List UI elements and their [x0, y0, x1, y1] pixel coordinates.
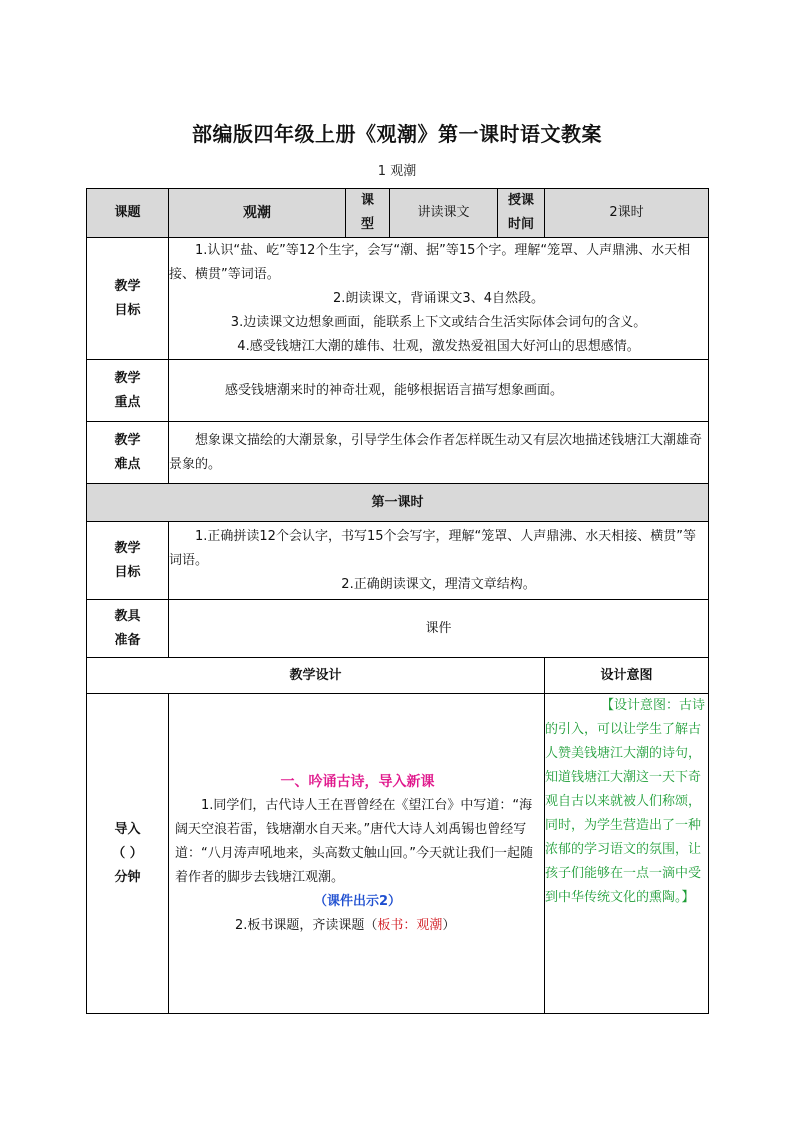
goals-label-line-1: 教学 — [114, 278, 141, 294]
lesson-goals-content — [169, 522, 709, 600]
stage-label-line-1: 导入 — [114, 821, 141, 837]
lesson-heading-row — [87, 484, 709, 522]
goals-row — [87, 238, 709, 360]
lesson-plan-table — [86, 188, 709, 1014]
intent-text: 【设计意图：古诗的引入，可以让学生了解古人赞美钱塘江大潮的诗句，知道钱塘江大潮这一天下奇观自古以来就被人们称颂，同时，为学生营造出了一种浓郁的学习语文的氛围，让孩子们能够在一点一滴中受到中华传统文化的熏陶。】 — [545, 698, 706, 905]
lesson-goal-item: 1.正确拼读12个会认字，书写15个会写字，理解“笼罩、人声鼎沸、水天相接、横贯”等词语。 — [169, 528, 696, 568]
difficulty-content — [169, 422, 709, 484]
type-value: 讲读课文 — [390, 189, 498, 238]
difficulty-row — [87, 422, 709, 484]
topic-label: 课题 — [87, 189, 169, 238]
topic-value: 观潮 — [169, 189, 346, 238]
goal-item: 4.感受钱塘江大潮的雄伟、壮观，激发热爱祖国大好河山的思想感情。 — [237, 338, 640, 354]
design-column-header: 教学设计 — [87, 658, 545, 694]
difficulty-label-line-1: 教学 — [114, 432, 141, 448]
goal-item: 1.认识“盐、屹”等12个生字，会写“潮、据”等15个字。理解“笼罩、人声鼎沸、水天相接、横贯”等词语。 — [169, 242, 691, 282]
page-subtitle: 1 观潮 — [377, 164, 417, 179]
design-paragraph: 1.同学们，古代诗人王在晋曾经在《望江台》中写道：“海阔天空浪若雷，钱塘潮水自天来。”唐代大诗人刘禹锡也曾经写道：“八月涛声吼地来，头高数丈触山回。”今天就让我们一起随着作者的脚步去钱塘江观潮。 — [175, 797, 533, 885]
tools-label-line-2: 准备 — [114, 632, 141, 648]
page-title: 部编版四年级上册《观潮》第一课时语文教案 — [192, 122, 602, 146]
courseware-note: （课件出示2） — [313, 893, 402, 909]
lesson-goals-label-line-2: 目标 — [114, 564, 141, 580]
board-prefix: 2.板书课题，齐读课题（ — [235, 917, 378, 933]
lesson-heading: 第一课时 — [87, 484, 709, 522]
design-paragraph — [175, 914, 540, 938]
design-content — [169, 694, 545, 1014]
lesson-goals-label — [87, 522, 169, 600]
hours-label-line-2: 时间 — [507, 217, 534, 232]
section-heading: 一、吟诵古诗，导入新课 — [280, 773, 435, 790]
focus-label-line-1: 教学 — [114, 370, 141, 386]
info-row — [87, 189, 709, 238]
focus-label — [87, 360, 169, 422]
goals-label-line-2: 目标 — [114, 302, 141, 318]
intent-content — [545, 694, 709, 1014]
stage-label — [87, 694, 169, 1014]
goals-content — [169, 238, 709, 360]
lesson-goal-item: 2.正确朗读课文，理清文章结构。 — [341, 576, 536, 592]
tools-label — [87, 600, 169, 658]
board-note: 板书：观潮 — [377, 917, 443, 933]
intent-column-header: 设计意图 — [545, 658, 709, 694]
type-label — [346, 189, 390, 238]
stage-label-line-3: 分钟 — [114, 869, 141, 885]
goals-label — [87, 238, 169, 360]
difficulty-label — [87, 422, 169, 484]
difficulty-label-line-2: 难点 — [114, 456, 141, 472]
lesson-goals-label-line-1: 教学 — [114, 540, 141, 556]
hours-value: 2课时 — [545, 189, 709, 238]
goal-item: 3.边读课文边想象画面，能联系上下文或结合生活实际体会词句的含义。 — [230, 314, 647, 330]
goal-item: 2.朗读课文，背诵课文3、4自然段。 — [333, 290, 544, 306]
tools-label-line-1: 教具 — [114, 608, 141, 624]
lesson-goals-row — [87, 522, 709, 600]
tools-row — [87, 600, 709, 658]
focus-label-line-2: 重点 — [114, 394, 141, 410]
board-suffix: ） — [442, 917, 456, 933]
focus-text: 感受钱塘潮来时的神奇壮观，能够根据语言描写想象画面。 — [225, 382, 564, 398]
tools-value: 课件 — [169, 600, 709, 658]
type-label-line-2: 型 — [360, 217, 374, 232]
design-header-row — [87, 658, 709, 694]
difficulty-text: 想象课文描绘的大潮景象，引导学生体会作者怎样既生动又有层次地描述钱塘江大潮雄奇景象的。 — [169, 432, 703, 472]
focus-row — [87, 360, 709, 422]
type-label-line-1: 课 — [360, 193, 374, 208]
hours-label — [498, 189, 545, 238]
stage-label-line-2: （ ） — [112, 845, 143, 861]
hours-label-line-1: 授课 — [507, 193, 534, 208]
intro-stage-row — [87, 694, 709, 1014]
focus-content — [169, 360, 709, 422]
